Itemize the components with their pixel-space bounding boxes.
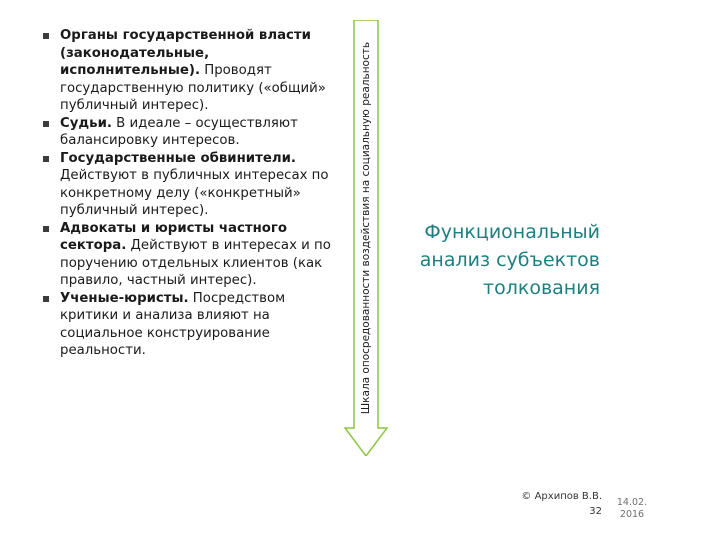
title-line: Функциональный (424, 221, 600, 243)
footer-author (520, 489, 602, 519)
bullet-list (40, 27, 332, 360)
bullet-strong: Государственные обвинители. (60, 150, 296, 166)
bullet-text: Посредством критики и анализа влияют на социальное конструирование реальности. (60, 290, 286, 358)
bullet-strong: Судьи. (60, 115, 112, 131)
slide-title (400, 218, 600, 302)
bullet-strong: Ученые-юристы. (60, 290, 189, 306)
list-item (40, 27, 332, 115)
list-item (40, 150, 332, 220)
scale-arrow-label: Шкала опосредованности воздействия на социальную реальность (360, 41, 372, 415)
list-item (40, 115, 332, 150)
title-line: анализ субъектов (419, 249, 600, 271)
page-number: 32 (589, 506, 602, 517)
bullet-text: Проводят государственную политику («общий» публичный интерес). (60, 63, 326, 113)
date-line: 14.02. (616, 497, 648, 508)
bullet-text: Действуют в публичных интересах по конкретному делу («конкретный» публичный интерес). (60, 168, 329, 218)
list-item (40, 220, 332, 290)
bullet-text: В идеале – осуществляют балансировку интересов. (60, 115, 298, 148)
author-copyright: © Архипов В.В. (521, 491, 602, 502)
footer-date (612, 497, 652, 521)
bullet-text: Действуют в интересах и по поручению отдельных клиентов (как правило, частный интерес). (60, 238, 331, 288)
bullet-strong: Адвокаты и юристы частного сектора. (60, 220, 287, 253)
title-line: толкования (483, 277, 600, 299)
square-bullet-icon (43, 296, 49, 302)
square-bullet-icon (43, 121, 49, 127)
bullet-strong: Органы государственной власти (законодательные, исполнительные). (60, 28, 311, 78)
list-item (40, 290, 332, 360)
square-bullet-icon (43, 226, 49, 232)
square-bullet-icon (43, 33, 49, 39)
date-line: 2016 (619, 509, 645, 520)
square-bullet-icon (43, 156, 49, 162)
